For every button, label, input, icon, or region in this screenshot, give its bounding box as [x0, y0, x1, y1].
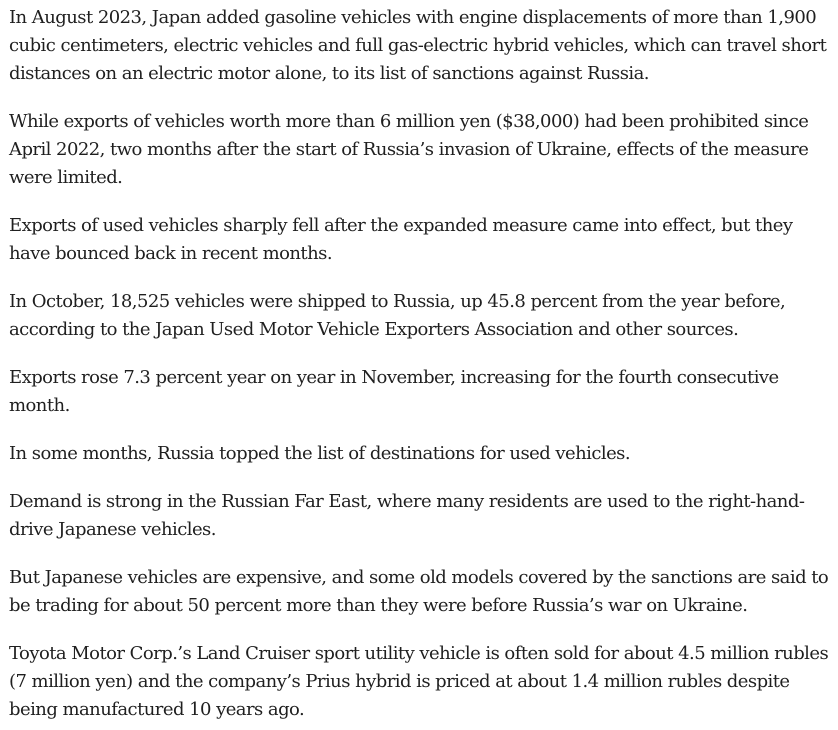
article-paragraph: Exports of used vehicles sharply fell after the expanded measure came into effect, but they have bounced back in recent months.: [9, 215, 793, 264]
article-paragraph: While exports of vehicles worth more than 6 million yen ($38,000) had been prohibited since April 2022, two months after the start of Russia’s invasion of Ukraine, effects of the measure were limited.: [9, 111, 809, 188]
article-paragraph: Toyota Motor Corp.’s Land Cruiser sport utility vehicle is often sold for about 4.5 million rubles (7 million yen) and the company’s Prius hybrid is priced at about 1.4 million rubles despite being manufactured 10 years ago.: [9, 643, 829, 720]
article-paragraph: In some months, Russia topped the list of destinations for used vehicles.: [9, 443, 631, 464]
article-paragraph: But Japanese vehicles are expensive, and some old models covered by the sanctions are said to be trading for about 50 percent more than they were before Russia’s war on Ukraine.: [9, 567, 829, 616]
article-paragraph: Exports rose 7.3 percent year on year in November, increasing for the fourth consecutive month.: [9, 367, 779, 416]
article-paragraph: In October, 18,525 vehicles were shipped to Russia, up 45.8 percent from the year before, according to the Japan Used Motor Vehicle Exporters Association and other sources.: [9, 291, 786, 340]
article-paragraph: In August 2023, Japan added gasoline vehicles with engine displacements of more than 1,900 cubic centimeters, electric vehicles and full gas-electric hybrid vehicles, which can travel short distances on an electric motor alone, to its list of sanctions against Russia.: [9, 7, 827, 84]
article-paragraph: Demand is strong in the Russian Far East, where many residents are used to the right-hand-drive Japanese vehicles.: [9, 491, 805, 540]
